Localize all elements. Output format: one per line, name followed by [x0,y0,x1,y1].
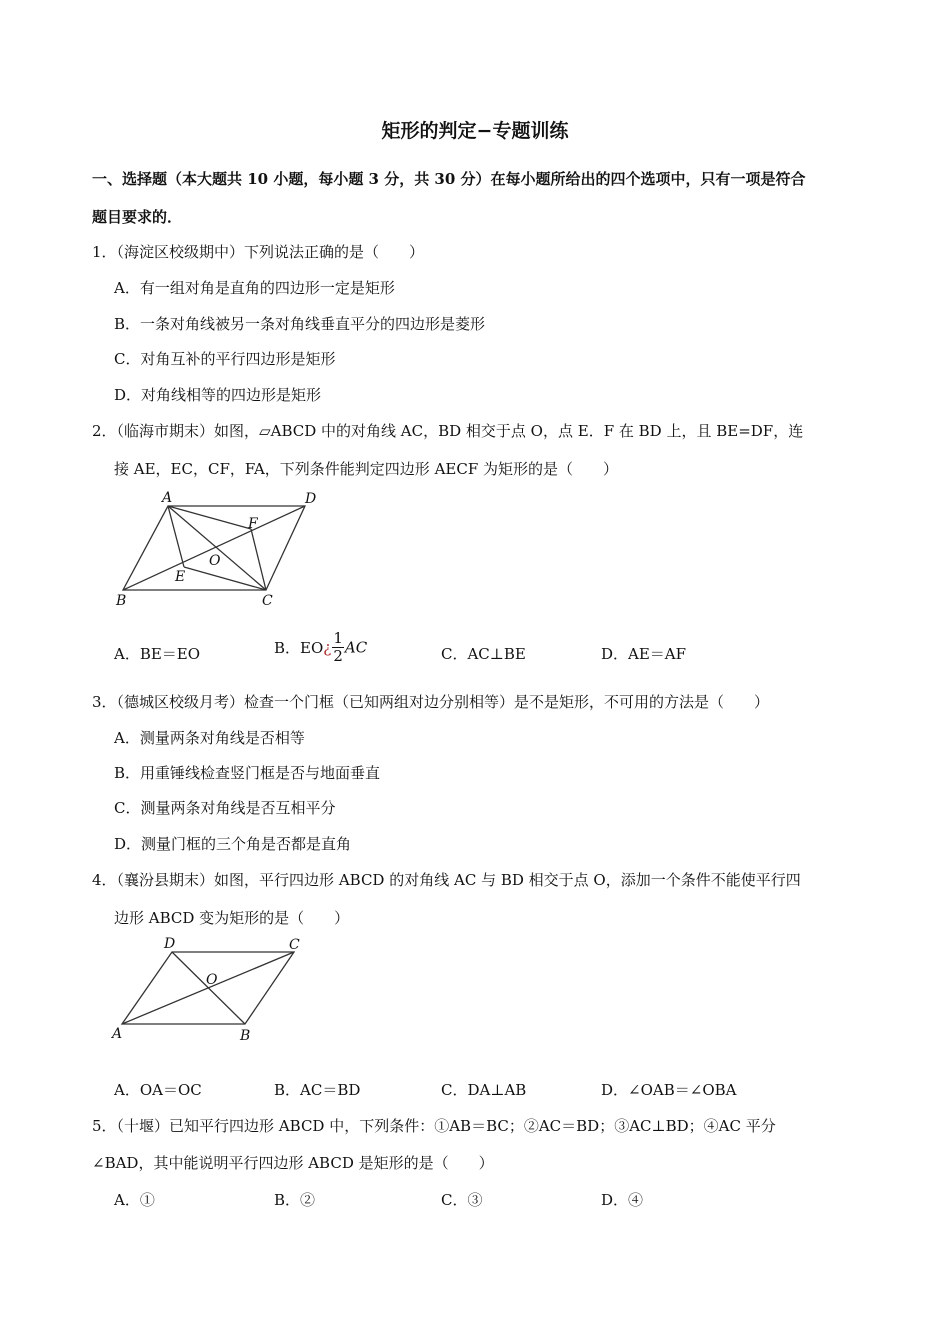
q4-label-d: D [164,936,176,952]
q2-label-b: B [116,593,127,609]
q2-number: 2． [92,422,117,440]
q2-label-e: E [175,569,186,585]
q2-segment-cf [251,529,266,590]
q4-label-b: B [240,1028,251,1044]
q2-stem-prefix: （临海市期末）如图， [116,422,260,440]
q4-label-a: A [112,1026,123,1042]
q5-option-a: A．① [114,1191,155,1209]
q2-stem-rest: ABCD 中的对角线 AC，BD 相交于点 O，点 E．F 在 BD 上，且 BE=DF，连 [270,422,804,440]
q5-stem-line1: 5．（十堰）已知平行四边形 ABCD 中，下列条件：①AB＝BC；②AC＝BD；③AC⊥BD；④AC 平分 [92,1117,776,1135]
q2-option-b-prefix: B．EO [274,639,324,657]
q2-option-a: A．BE＝EO [114,645,201,663]
q4-option-a: A．OA＝OC [114,1081,202,1099]
q3-option-b: B．用重锤线检查竖门框是否与地面垂直 [114,764,381,782]
q2-label-d: D [305,491,317,507]
q3-stem: 3．（德城区校级月考）检查一个门框（已知两组对边分别相等）是不是矩形，不可用的方法是（ ） [92,693,770,711]
q2-stem-line2: 接 AE，EC，CF，FA，下列条件能判定四边形 AECF 为矩形的是（ ） [114,460,619,478]
q2-label-f: F [248,516,258,532]
q2-stem-line1 [92,420,803,441]
section-heading-line1: 一、选择题（本大题共 10 小题，每小题 3 分，共 30 分）在每小题所给出的四个选项中，只有一项是符合 [92,170,806,188]
q1-option-d: D．对角线相等的四边形是矩形 [114,386,322,404]
q2-label-a: A [162,490,173,506]
q4-stem-line1: 4．（襄汾县期末）如图，平行四边形 ABCD 的对角线 AC 与 BD 相交于点 O，添加一个条件不能使平行四 [92,871,801,889]
section-heading-line2: 题目要求的． [92,208,183,226]
q1-option-c: C．对角互补的平行四边形是矩形 [114,350,336,368]
q1-option-b: B．一条对角线被另一条对角线垂直平分的四边形是菱形 [114,315,486,333]
q1-stem: 1．（海淀区校级期中）下列说法正确的是（ ） [92,243,425,261]
fraction-denominator: 2 [333,647,343,665]
q5-stem-line2: ∠BAD，其中能说明平行四边形 ABCD 是矩形的是（ ） [92,1154,494,1172]
q5-option-b: B．② [274,1191,316,1209]
q4-label-c: C [289,937,300,953]
q2-option-d: D．AE＝AF [601,645,687,663]
q4-option-b: B．AC＝BD [274,1081,361,1099]
q2-label-o: O [209,553,221,569]
fraction-numerator: 1 [333,629,343,647]
q5-option-c: C．③ [441,1191,483,1209]
q2-segment-ec [184,567,266,590]
q5-option-d: D．④ [601,1191,644,1209]
q2-figure-parallelogram [108,486,328,611]
q2-label-c: C [262,593,273,609]
q2-option-c: C．AC⊥BE [441,645,526,663]
q3-option-c: C．测量两条对角线是否互相平分 [114,799,336,817]
q2-option-b-glyph: ¿ [323,638,332,657]
parallelogram-symbol: ▱ [259,422,271,440]
q4-option-c: C．DA⊥AB [441,1081,527,1099]
q1-option-a: A．有一组对角是直角的四边形一定是矩形 [114,279,395,297]
q3-option-d: D．测量门框的三个角是否都是直角 [114,835,352,853]
q4-diagonal-bd [172,952,245,1024]
page-title: 矩形的判定−专题训练 [381,120,569,142]
q2-option-b [274,630,367,665]
q2-option-b-fraction [332,630,344,665]
q4-stem-line2: 边形 ABCD 变为矩形的是（ ） [114,909,350,927]
q4-figure-parallelogram [106,932,316,1047]
q2-segment-ae [168,506,184,567]
q4-label-o: O [206,972,218,988]
q4-option-d: D．∠OAB＝∠OBA [601,1081,737,1099]
q3-option-a: A．测量两条对角线是否相等 [114,729,305,747]
q2-option-b-suffix: AC [344,638,368,657]
